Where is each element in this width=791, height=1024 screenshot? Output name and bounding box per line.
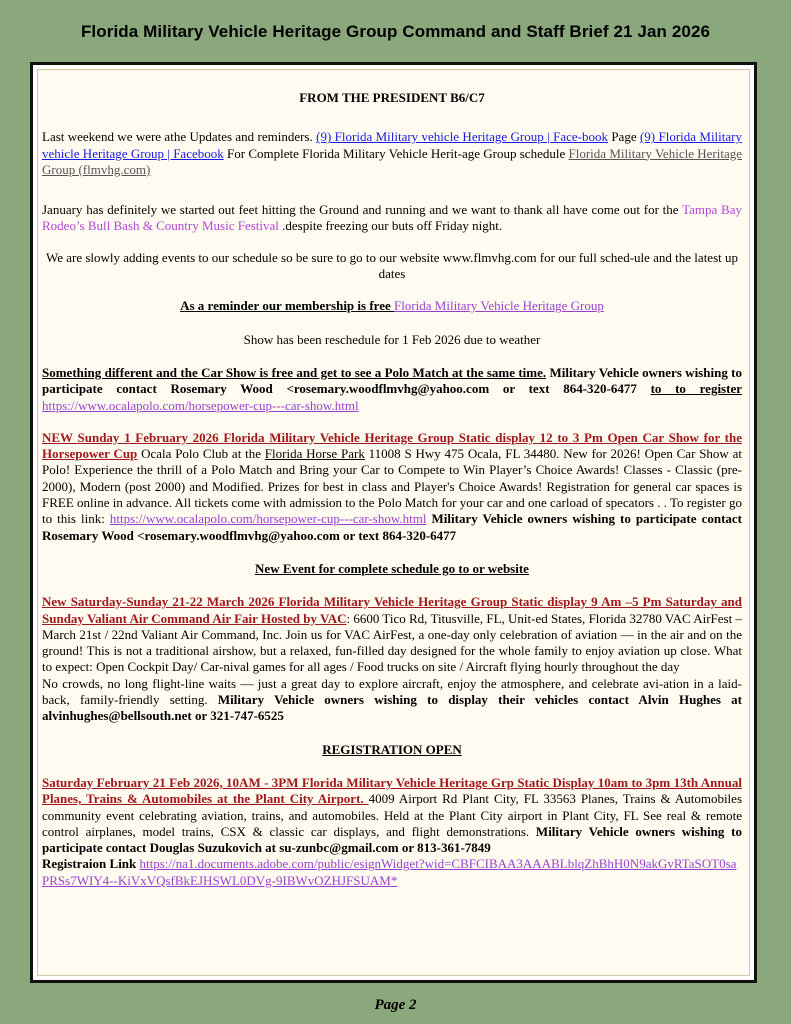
feb1-link[interactable]: https://www.ocalapolo.com/horsepower-cup---car-show.html: [109, 511, 427, 527]
plant-city-event: [42, 775, 742, 856]
president-text: Last weekend we were athe Updates and reminders.: [42, 129, 317, 145]
registration-heading: REGISTRATION OPEN: [322, 741, 462, 757]
president-paragraph-1: [42, 129, 742, 178]
feb1-venue: Florida Horse Park: [264, 446, 365, 462]
membership-link[interactable]: Florida Military Vehicle Heritage Group: [394, 298, 604, 314]
airfest-text: : 6600 Tico Rd, Titusville, FL, Unit-ed States, Florida 32780 VAC AirFest – March 21st / 22nd Valiant Air Command, Inc. Join us for VAC AirFest, a one-day only celebration of aviation — in the air and on the ground! This is not a traditional airshow, but a relaxed, fun-filled day designed for the whole family to enjoy aviation up close. What to expect: Open Cockpit Day/ Car-nival games for all ages / Food trucks on site / Aircraft flying hourly throughout the day: [42, 610, 742, 675]
new-event-heading: New Event for complete schedule go to or website: [255, 560, 529, 576]
reschedule-notice: Show has been reschedule for 1 Feb 2026 due to weather: [243, 331, 541, 347]
registration-link-label: Registraion Link: [42, 856, 140, 872]
plant-city-headline: Saturday February 21 Feb 2026, 10AM - 3PM Florida Military Vehicle Heritage Grp Static Display 10am to 3pm 13th Annual Planes, Trains & Automobiles at the Plant City Airport.: [42, 774, 742, 807]
membership-text: As a reminder our membership is free: [180, 298, 394, 314]
president-text: .despite freezing our buts off Friday night.: [278, 218, 503, 234]
feb1-contact: Military Vehicle owners wishing to participate contact Rosemary Wood <rosemary.woodflmvhg@yahoo.com or text 864-320-6477: [42, 511, 743, 543]
president-paragraph-2: [42, 202, 742, 235]
airfest-text: No crowds, no long flight-line waits — just a great day to explore aircraft, enjoy the atmosphere, and celebrate avi-ation in a laid-back, family-friendly setting.: [42, 675, 742, 708]
facebook-link-1[interactable]: (9) Florida Military vehicle Heritage Group | Face-book: [316, 129, 608, 145]
polo-contact: Military Vehicle owners wishing to participate contact Rosemary Wood <rosemary.woodflmvhg@yahoo.com or text 864-320-6477: [42, 364, 743, 397]
feb1-event: [42, 430, 742, 544]
president-heading: FROM THE PRESIDENT B6/C7: [299, 90, 485, 105]
polo-lead: Something different and the Car Show is free and get to see a Polo Match at the same time.: [42, 364, 547, 380]
president-text: Page: [607, 129, 640, 145]
airfest-headline: New Saturday-Sunday 21-22 March 2026 Florida Military Vehicle Heritage Group Static display 9 Am –5 Pm Saturday and Sunday Valiant Air Command Air Fair Hosted by VAC: [42, 594, 742, 626]
president-text: For Complete Florida Military Vehicle Herit-age Group schedule: [223, 145, 569, 161]
registration-link-line: [42, 856, 742, 889]
polo-register-label: to to register: [650, 381, 742, 397]
registration-link[interactable]: https://na1.documents.adobe.com/public/esignWidget?wid=CBFCIBAA3AAABLblqZhBhH0N9akGvRTaSOT0saPRSs7WIY4--KiVxVQsfBkEJHSWL0DVg-9IBWvOZHJFSUAM*: [42, 856, 737, 888]
website-link[interactable]: Florida Military Vehicle Heritage Group (flmvhg.com): [42, 145, 742, 177]
president-text: January has definitely we started out feet hitting the Ground and running and we want to thank all have come out for the: [42, 202, 683, 218]
feb1-text: 11008 S Hwy 475 Ocala, FL 34480. New for 2026! Open Car Show at Polo! Experience the thrill of a Polo Match and Bring your Car to Compete to Win Player’s Choice Awards! Classes - Classic (pre-2000), Modern (post 2000) and Modified. Prizes for best in class and Player's Choice Awards! Registration for general car spaces is FREE online in advance. All tickets come with admission to the Polo Match for your car and one carload of specators . . To register go to this link:: [42, 446, 743, 527]
membership-reminder: [42, 298, 742, 314]
page-number: Page 2: [374, 997, 417, 1013]
rodeo-event-name: Tampa Bay Rodeo’s Bull Bash & Country Music Festival: [42, 202, 742, 234]
feb1-text: Ocala Polo Club at the: [137, 446, 265, 462]
polo-link[interactable]: https://www.ocalapolo.com/horsepower-cup---car-show.html: [42, 397, 359, 413]
airfest-contact: Military Vehicle owners wishing to display their vehicles contact Alvin Hughes at alvinhughes@bellsouth.net or 321-747-6525: [42, 692, 742, 724]
content-inner: [37, 69, 750, 976]
plant-city-contact: Military Vehicle owners wishing to participate contact Douglas Suzukovich at su-zunbc@gmail.com or 813-361-7849: [42, 823, 742, 856]
airfest-event-2: [42, 676, 742, 725]
plant-city-text: 4009 Airport Rd Plant City, FL 33563 Planes, Trains & Automobiles community event celebrating aviation, trains, and automobiles. Held at the Plant City airport in Plant City, FL See real & remote control airplanes, model trains, CSX & classic car displays, and flight demonstrations.: [42, 791, 743, 839]
document-header-title: Florida Military Vehicle Heritage Group Command and Staff Brief 21 Jan 2026: [80, 22, 711, 41]
feb1-headline: NEW Sunday 1 February 2026 Florida Military Vehicle Heritage Group Static display 12 to 3 Pm Open Car Show for the Horsepower Cup: [42, 429, 742, 462]
airfest-event: [42, 594, 742, 675]
polo-section: [42, 365, 742, 414]
content-panel: [30, 62, 757, 983]
president-paragraph-3: We are slowly adding events to our schedule so be sure to go to our website www.flmvhg.com for our full sched-ule and the latest up dates: [46, 249, 738, 282]
facebook-link-2[interactable]: (9) Florida Military vehicle Heritage Group | Facebook: [42, 129, 742, 161]
